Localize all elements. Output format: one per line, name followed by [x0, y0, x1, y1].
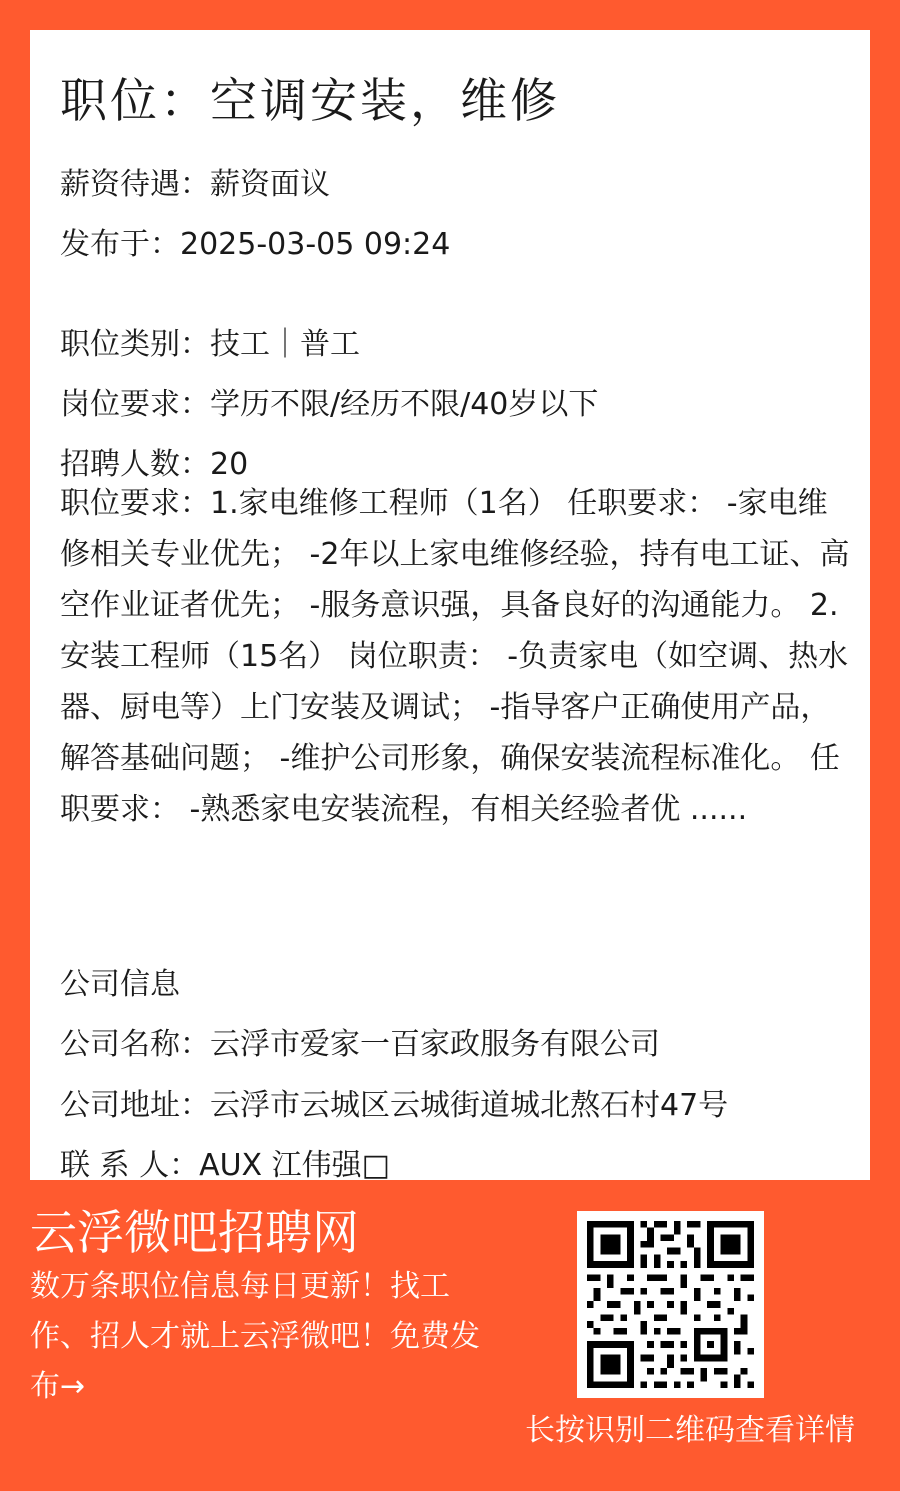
company-section-title: 公司信息	[60, 967, 180, 1002]
qr-caption: 长按识别二维码查看详情	[525, 1413, 855, 1448]
qr-code-icon	[587, 1221, 754, 1388]
qr-code[interactable]	[577, 1211, 764, 1398]
salary-line: 薪资待遇：薪资面议	[60, 167, 330, 202]
publish-time: 发布于：2025-03-05 09:24	[60, 227, 451, 262]
contact-person: 联 系 人：AUX 江伟强□	[60, 1148, 390, 1183]
site-slogan[interactable]: 数万条职位信息每日更新！找工作、招人才就上云浮微吧！免费发布→	[30, 1269, 480, 1404]
job-requirements: 岗位要求：学历不限/经历不限/40岁以下	[60, 387, 599, 422]
job-card	[30, 30, 870, 1183]
job-description: 职位要求：1.家电维修工程师（1名） 任职要求： -家电维修相关专业优先； -2年以上家电维修经验，持有电工证、高空作业证者优先； -服务意识强，具备良好的沟通能力。 2.安装工程师（15名） 岗位职责： -负责家电（如空调、热水器、厨电等）上门安装及调试； -指导客户正确使用产品，解答基础问题； -维护公司形象，确保安装流程标准化。 任职要求： -熟悉家电安装流程，有相关经验者优 ......	[60, 486, 850, 827]
site-name: 云浮微吧招聘网	[30, 1206, 359, 1261]
job-category: 职位类别：技工｜普工	[60, 327, 360, 362]
job-title: 职位：空调安装，维修	[60, 74, 560, 129]
company-address: 公司地址：云浮市云城区云城街道城北熬石村47号	[60, 1088, 729, 1123]
headcount: 招聘人数：20	[60, 447, 249, 482]
company-name: 公司名称：云浮市爱家一百家政服务有限公司	[60, 1027, 660, 1062]
